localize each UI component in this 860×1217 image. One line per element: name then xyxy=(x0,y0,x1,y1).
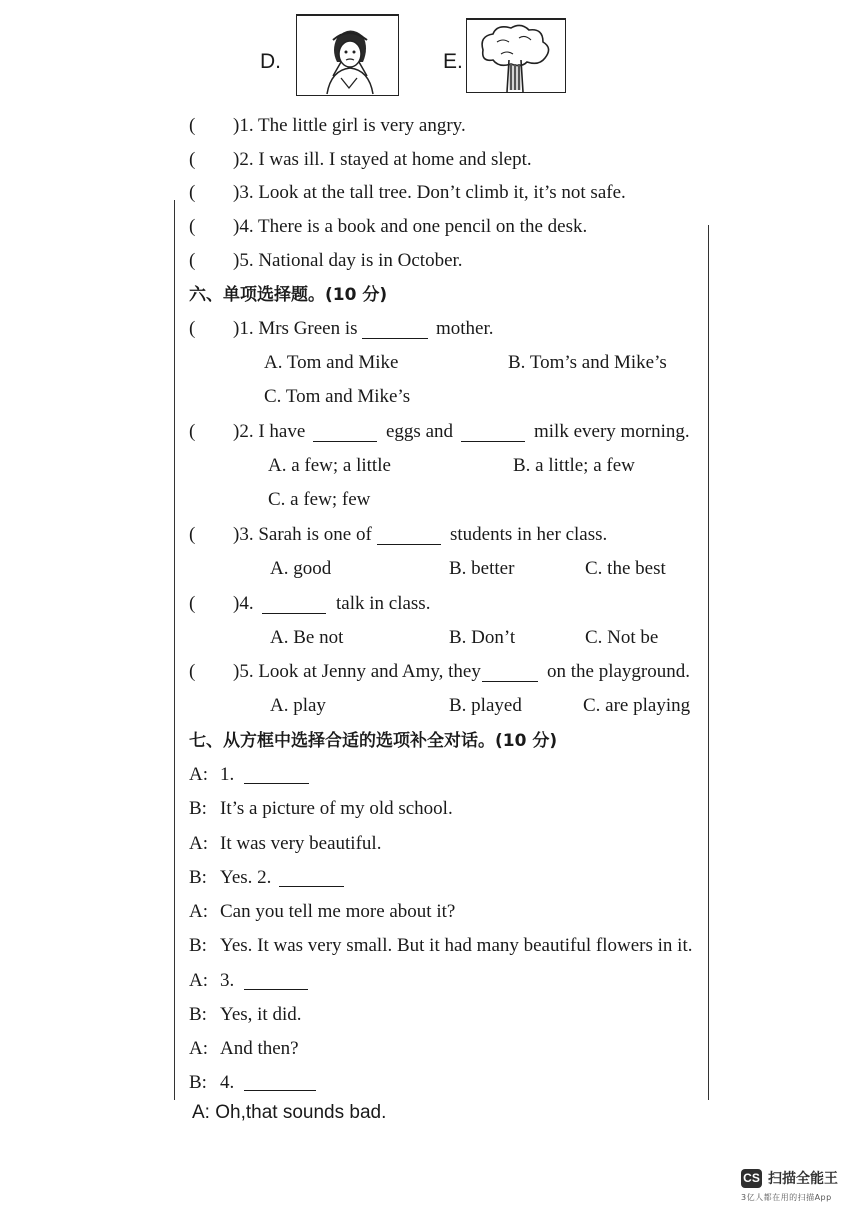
option-c: C. a few; few xyxy=(268,489,371,510)
watermark-tagline: 3亿人都在用的扫描App xyxy=(741,1193,832,1202)
answer-blank xyxy=(262,595,326,614)
picture-d xyxy=(296,14,399,96)
dialogue-line: A: It was very beautiful. xyxy=(189,833,382,854)
question-4: ( )4. xyxy=(189,593,254,614)
answer-blank xyxy=(377,526,441,545)
option-a: A. good xyxy=(270,558,332,579)
option-b: B. Don’t xyxy=(449,627,516,648)
dialogue-line: B: 4. xyxy=(189,1072,235,1093)
list-item: ( )3. Look at the tall tree. Don’t climb it, it’s not safe. xyxy=(189,182,626,203)
picture-e xyxy=(466,18,566,93)
answer-blank xyxy=(313,423,377,442)
dialogue-line: A: Can you tell me more about it? xyxy=(189,901,456,922)
answer-blank xyxy=(461,423,525,442)
question-5-tail: on the playground. xyxy=(547,661,691,682)
question-1-tail: mother. xyxy=(436,318,494,339)
question-4-tail: talk in class. xyxy=(336,593,431,614)
watermark-app-name: 扫描全能王 xyxy=(768,1171,838,1187)
answer-blank xyxy=(482,663,538,682)
dialogue-line: A: And then? xyxy=(189,1038,299,1059)
question-2-tail: milk every morning. xyxy=(534,421,690,442)
dialogue-line: B: Yes. It was very small. But it had many beautiful flowers in it. xyxy=(189,935,693,956)
question-1: ( )1. Mrs Green is xyxy=(189,318,358,339)
picture-label-e: E. xyxy=(443,50,463,73)
option-c: C. are playing xyxy=(583,695,691,716)
picture-label-d: D. xyxy=(260,50,281,73)
page-margin-right-line xyxy=(708,225,709,1100)
dialogue-last-line: A: Oh,that sounds bad. xyxy=(192,1102,387,1123)
option-a: A. Be not xyxy=(270,627,344,648)
dialogue-line: B: It’s a picture of my old school. xyxy=(189,798,453,819)
page-margin-left-line xyxy=(174,200,175,1100)
option-c: C. the best xyxy=(585,558,666,579)
list-item: ( )1. The little girl is very angry. xyxy=(189,115,466,136)
option-b: B. better xyxy=(449,558,515,579)
section-6-heading: 六、单项选择题。(10 分) xyxy=(189,285,388,305)
option-a: A. a few; a little xyxy=(268,455,391,476)
dialogue-line: B: Yes, it did. xyxy=(189,1004,302,1025)
dialogue-line: B: Yes. 2. xyxy=(189,867,272,888)
option-a: A. play xyxy=(270,695,326,716)
girl-icon xyxy=(297,16,397,96)
question-3-tail: students in her class. xyxy=(450,524,608,545)
option-b: B. played xyxy=(449,695,522,716)
answer-blank xyxy=(244,971,308,990)
list-item: ( )5. National day is in October. xyxy=(189,250,463,271)
answer-blank xyxy=(362,320,428,339)
list-item: ( )2. I was ill. I stayed at home and slept. xyxy=(189,149,532,170)
tree-icon xyxy=(467,20,564,92)
dialogue-line: A: 3. xyxy=(189,970,235,991)
question-5: ( )5. Look at Jenny and Amy, they xyxy=(189,661,481,682)
option-c: C. Not be xyxy=(585,627,659,648)
list-item: ( )4. There is a book and one pencil on the desk. xyxy=(189,216,588,237)
answer-blank xyxy=(279,868,344,887)
option-c: C. Tom and Mike’s xyxy=(264,386,411,407)
option-b: B. Tom’s and Mike’s xyxy=(508,352,667,373)
watermark xyxy=(741,1168,838,1203)
answer-blank xyxy=(244,765,309,784)
question-2-middle: eggs and xyxy=(386,421,454,442)
answer-blank xyxy=(244,1072,316,1091)
option-a: A. Tom and Mike xyxy=(264,352,399,373)
question-2: ( )2. I have xyxy=(189,421,306,442)
question-3: ( )3. Sarah is one of xyxy=(189,524,372,545)
camscanner-logo-icon: CS xyxy=(741,1169,762,1188)
dialogue-line: A: 1. xyxy=(189,764,235,785)
section-7-heading: 七、从方框中选择合适的选项补全对话。(10 分) xyxy=(189,731,558,751)
option-b: B. a little; a few xyxy=(513,455,635,476)
